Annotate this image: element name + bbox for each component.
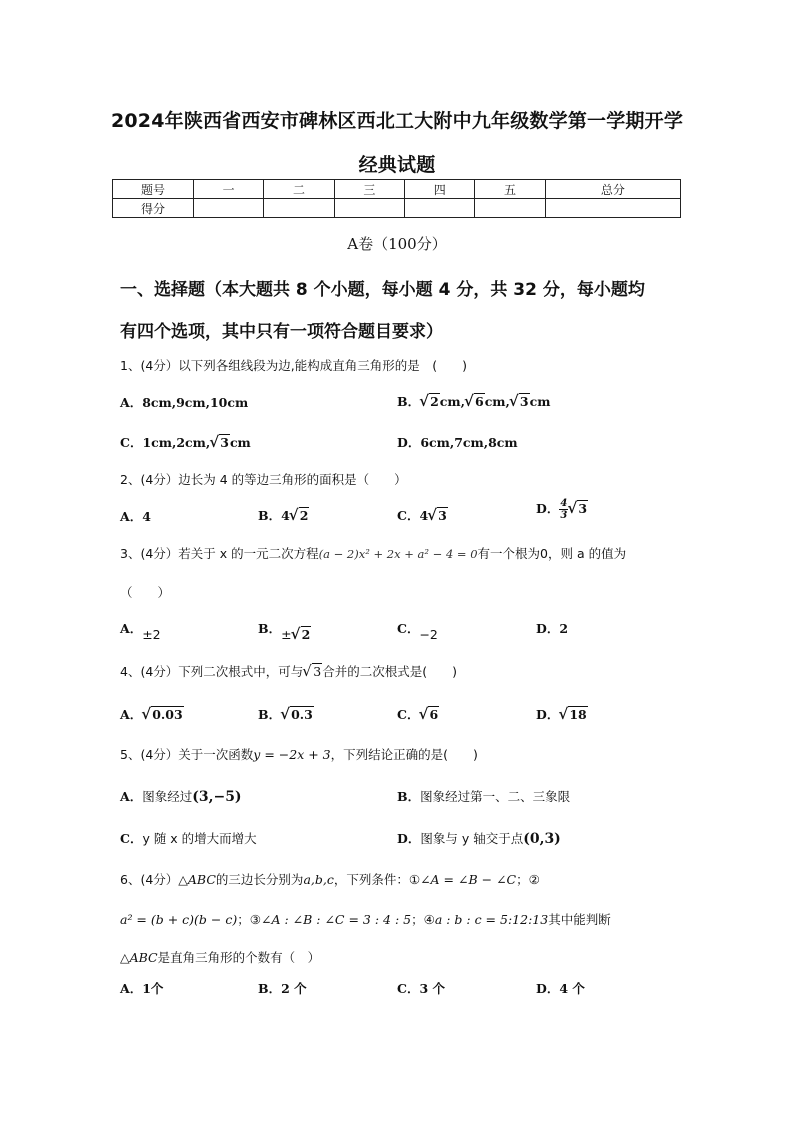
stem-text: 5、(4分）关于一次函数 bbox=[120, 747, 254, 762]
option-label: B． bbox=[258, 707, 282, 722]
q1-option-c bbox=[120, 433, 251, 451]
stem-text: ；③ bbox=[237, 912, 261, 927]
sqrt-sign bbox=[465, 394, 485, 409]
triangle-symbol: △ABC bbox=[178, 872, 216, 887]
sqrt-sign bbox=[510, 394, 530, 409]
sqrt-sign bbox=[559, 707, 587, 722]
option-text: 图象经过第一、二、三象限 bbox=[420, 789, 571, 804]
unit: cm bbox=[484, 394, 506, 409]
score-table-score-row bbox=[113, 199, 681, 218]
equation: (a − 2)x² + 2x + a² − 4 = 0 bbox=[318, 547, 478, 561]
radicand: 0.03 bbox=[152, 707, 183, 722]
stem-text: 的三边长分别为 bbox=[215, 872, 304, 887]
q3-option-d: D．2 bbox=[536, 621, 569, 636]
option-label: B． bbox=[397, 394, 421, 409]
radicand: 2 bbox=[301, 627, 311, 642]
question-5-stem bbox=[120, 745, 478, 763]
question-3-blank: （ ） bbox=[120, 585, 171, 600]
option-value: ±2 bbox=[142, 627, 161, 642]
sqrt-sign bbox=[290, 508, 310, 523]
score-table-header-row bbox=[113, 180, 681, 199]
score-table bbox=[112, 179, 681, 218]
sides: a,b,c bbox=[303, 872, 334, 887]
q1-option-a: A．8cm,9cm,10cm bbox=[120, 395, 249, 410]
option-text: 图象经过 bbox=[142, 789, 193, 804]
sqrt-sign bbox=[420, 394, 440, 409]
sqrt-sign bbox=[292, 627, 312, 642]
unit: cm bbox=[529, 394, 551, 409]
radicand: 18 bbox=[569, 707, 587, 722]
radicand: 2 bbox=[299, 508, 309, 523]
stem-text: ，下列条件：① bbox=[333, 872, 421, 887]
question-2-stem: 2、(4分）边长为 4 的等边三角形的面积是（ ） bbox=[120, 472, 407, 487]
q1-option-b: B．√ 2cm,√ 6cm,√ 3cm bbox=[397, 392, 550, 410]
radicand: 6 bbox=[474, 394, 484, 409]
stem-text: 3、(4分）若关于 x 的一元二次方程 bbox=[120, 546, 319, 561]
page-title: 2024年陕西省西安市碑林区西北工大附中九年级数学第一学期开学 bbox=[110, 110, 684, 132]
q5-option-b bbox=[397, 787, 570, 805]
q3-option-a bbox=[120, 619, 161, 642]
question-6-line2 bbox=[120, 910, 611, 928]
question-3-stem bbox=[120, 544, 626, 562]
radicand: 3 bbox=[438, 508, 447, 523]
radicand: 2 bbox=[430, 394, 439, 409]
q5-option-c bbox=[120, 829, 257, 847]
score-cell bbox=[475, 199, 545, 218]
option-label: C．4 bbox=[397, 508, 429, 523]
q4-option-d bbox=[536, 705, 588, 723]
option-label: D． bbox=[536, 501, 560, 516]
q6-option-a: A．1个 bbox=[120, 981, 164, 996]
score-cell bbox=[194, 199, 264, 218]
point: (3,−5) bbox=[192, 789, 242, 805]
section-heading: 一、选择题（本大题共 8 个小题，每小题 4 分，共 32 分，每小题均 bbox=[120, 280, 645, 300]
q4-option-a bbox=[120, 705, 184, 723]
option-label: D． bbox=[536, 707, 560, 722]
point: (0,3) bbox=[523, 831, 561, 847]
sqrt-sign bbox=[428, 508, 448, 523]
score-cell bbox=[545, 199, 680, 218]
radicand: 3 bbox=[313, 664, 322, 679]
q6-option-d: D．4 个 bbox=[536, 981, 585, 996]
q3-option-b bbox=[258, 619, 311, 642]
denominator: 3 bbox=[560, 510, 568, 521]
option-label: B． bbox=[397, 789, 421, 804]
option-value: −2 bbox=[419, 627, 438, 642]
stem-text: 是直角三角形的个数有（ ） bbox=[157, 950, 321, 965]
sqrt-sign bbox=[419, 707, 439, 722]
q5-option-a bbox=[120, 787, 242, 805]
unit: cm bbox=[439, 394, 461, 409]
score-cell: 三 bbox=[334, 180, 404, 199]
function-expression: y = −2x + 3 bbox=[253, 747, 331, 762]
question-6-line1 bbox=[120, 870, 540, 888]
score-cell: 总分 bbox=[545, 180, 680, 199]
condition-4: a : b : c = 5:12:13 bbox=[434, 912, 549, 927]
sqrt-sign bbox=[210, 435, 230, 450]
stem-text: ，下列结论正确的是( ) bbox=[330, 747, 478, 762]
q2-option-a: A．4 bbox=[120, 509, 151, 524]
option-label: B．4 bbox=[258, 508, 290, 523]
sqrt-sign bbox=[281, 707, 314, 722]
score-cell: 二 bbox=[264, 180, 334, 199]
radicand: 3 bbox=[578, 501, 588, 516]
stem-text: 有一个根为0，则 a 的值为 bbox=[477, 546, 627, 561]
q2-option-c bbox=[397, 506, 448, 524]
q3-option-c bbox=[397, 619, 438, 642]
question-6-line3 bbox=[120, 948, 320, 966]
radicand: 3 bbox=[220, 435, 229, 450]
condition-1: ∠A = ∠B − ∠C bbox=[420, 872, 517, 887]
radicand: 6 bbox=[429, 707, 439, 722]
option-label: A． bbox=[120, 621, 143, 636]
score-cell: 题号 bbox=[113, 180, 194, 199]
unit: cm bbox=[229, 435, 251, 450]
option-label: D． bbox=[397, 831, 421, 846]
radicand: 3 bbox=[519, 394, 529, 409]
q1-option-d: D．6cm,7cm,8cm bbox=[397, 435, 518, 450]
q6-option-b: B．2 个 bbox=[258, 981, 307, 996]
stem-text: 其中能判断 bbox=[548, 912, 611, 927]
volume-heading: A卷（100分） bbox=[347, 235, 447, 253]
option-label: C． bbox=[397, 707, 420, 722]
score-cell bbox=[405, 199, 475, 218]
sqrt-sign bbox=[142, 707, 183, 722]
score-cell: 四 bbox=[405, 180, 475, 199]
option-label: A． bbox=[120, 789, 143, 804]
page-title-line2: 经典试题 bbox=[358, 154, 436, 176]
option-label: A． bbox=[120, 707, 143, 722]
score-cell: 得分 bbox=[113, 199, 194, 218]
option-text: 图象与 y 轴交于点 bbox=[420, 831, 524, 846]
stem-text: 4、(4分）下列二次根式中，可与 bbox=[120, 664, 304, 679]
q4-option-b bbox=[258, 705, 314, 723]
score-cell: 五 bbox=[475, 180, 545, 199]
score-cell bbox=[264, 199, 334, 218]
option-label: C． bbox=[120, 831, 143, 846]
stem-text: ；④ bbox=[411, 912, 435, 927]
option-label: B． bbox=[258, 621, 282, 636]
sqrt-sign bbox=[568, 501, 588, 516]
score-cell bbox=[334, 199, 404, 218]
stem-text: ；② bbox=[516, 872, 540, 887]
question-1-stem: 1、(4分）以下列各组线段为边,能构成直角三角形的是 ( ) bbox=[120, 358, 468, 373]
condition-2: a² = (b + c)(b − c) bbox=[120, 912, 238, 927]
q2-option-d bbox=[536, 498, 588, 521]
radicand: 0.3 bbox=[291, 707, 313, 722]
sqrt-sign bbox=[303, 664, 322, 679]
condition-3: ∠A : ∠B : ∠C = 3 : 4 : 5 bbox=[260, 912, 412, 927]
option-text: y 随 x 的增大而增大 bbox=[142, 831, 257, 846]
option-label: C．1cm,2cm, bbox=[120, 435, 211, 450]
q4-option-c bbox=[397, 705, 439, 723]
triangle-symbol: △ABC bbox=[120, 950, 158, 965]
q6-option-c: C．3 个 bbox=[397, 981, 445, 996]
plus-minus: ± bbox=[281, 627, 292, 642]
section-heading-line2: 有四个选项，其中只有一项符合题目要求） bbox=[120, 322, 443, 342]
score-cell: 一 bbox=[194, 180, 264, 199]
option-label: C． bbox=[397, 621, 420, 636]
question-4-stem bbox=[120, 662, 457, 680]
stem-text: 合并的二次根式是( ) bbox=[322, 664, 458, 679]
q2-option-b bbox=[258, 506, 309, 524]
numerator: 4 bbox=[560, 498, 568, 509]
q5-option-d bbox=[397, 829, 561, 847]
stem-text: 6、(4分） bbox=[120, 872, 179, 887]
